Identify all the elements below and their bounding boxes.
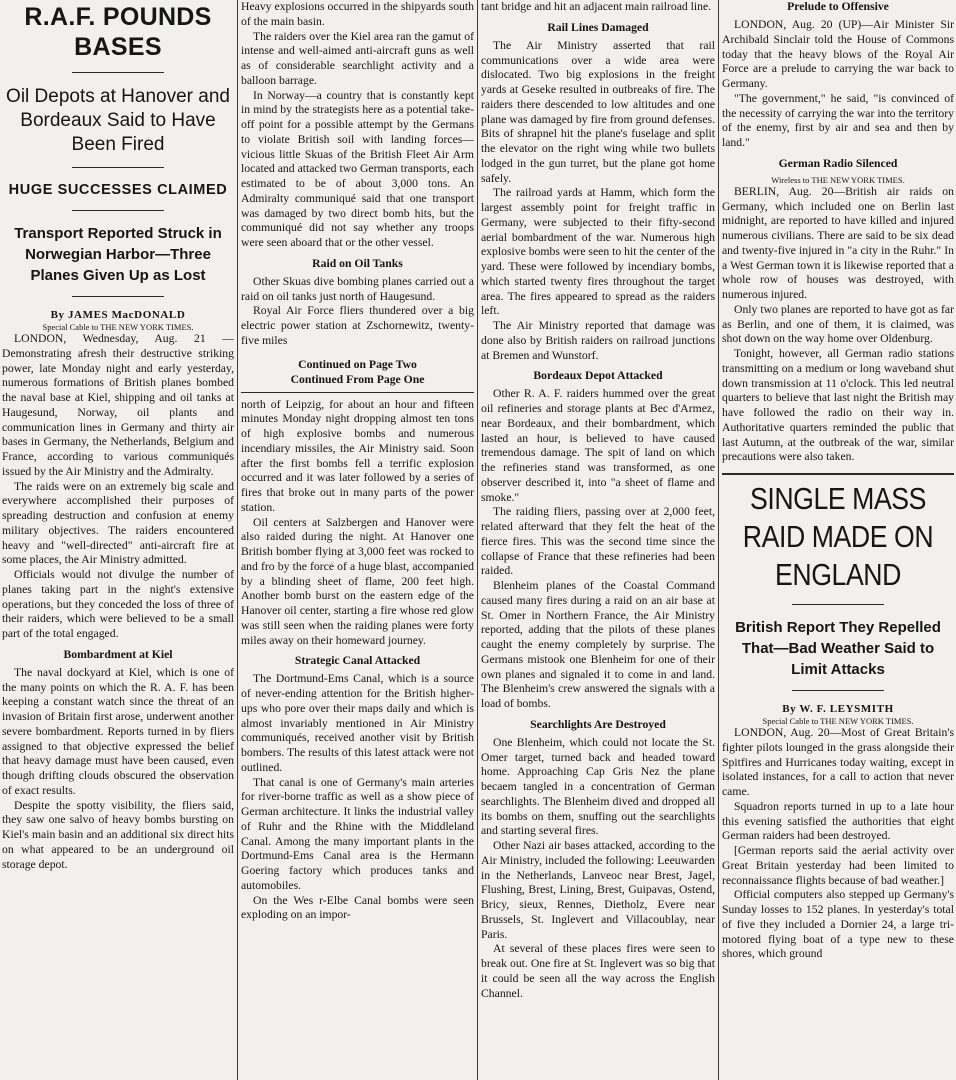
special-cable-credit: Special Cable to THE NEW YORK TIMES. xyxy=(42,322,194,332)
divider xyxy=(241,392,474,393)
continued-from-label: Continued From Page One xyxy=(290,372,425,386)
paragraph: The Air Ministry asserted that rail communications over a wide area were dislocated. Two big explosions in the freight yards at Geseke resulted in outbreaks of fire. The raiders there descended to low altitudes and one plane was damaged by fire from ground defenses. Bits of shrapnel hit the plane's fuselage and split the elevator on the right wing while two bullets lodged in the gun turret, but the plane got home safely. xyxy=(481,38,715,185)
column-rule xyxy=(477,0,478,1080)
paragraph: Only two planes are reported to have got as far as Berlin, and one of them, it is claimed, was shot down on the way home over Oldenburg. xyxy=(722,302,954,346)
byline: By JAMES MacDONALD xyxy=(50,309,186,321)
paragraph: Other Nazi air bases attacked, according to the Air Ministry, included the following: Leeuwarden in the Netherlands, Lanveoc near Brest, Jagel, Flushing, Brest, Lining, Brest, Guipavas, Ostend, Bricy, sieux, Rennes, Dietholz, Evere near Brussels, St. Inglevert and Villacoublay, near Paris. xyxy=(481,839,715,941)
paragraph: Royal Air Force fliers thundered over a big electric power station at Zschornewitz, twenty-five miles xyxy=(241,304,474,347)
paragraph: Officials would not divulge the number of planes taking part in the night's extensive operations, but they conceded the loss of three of their raiders, which were believed to be a small part of the total engaged. xyxy=(2,568,234,640)
subheading: German Radio Silenced xyxy=(778,156,898,170)
column-2 xyxy=(241,0,474,1080)
headline-deck-2: HUGE SUCCESSES CLAIMED xyxy=(8,182,228,198)
paragraph: Despite the spotty visibility, the fliers said, they saw one salvo of heavy bombs bursting on Kiel's main basin and an additional six direct hits on what appeared to be an underground oil storage depot. xyxy=(2,798,234,871)
headline-divider xyxy=(792,604,884,605)
paragraph: LONDON, Wednesday, Aug. 21 —Demonstrating afresh their destructive striking power, late Monday night and early yesterday, numerous formations of British planes bombed the naval base at Kiel, shipping and oil tanks at Haugesund, Norway, oil plants and communication lines in Germany and thirty air bases in Germany, the Netherlands, Belgium and France, according to various communiqués issued by the Air Ministry and the Admiralty. xyxy=(2,332,234,478)
paragraph: The railroad yards at Hamm, which form the largest assembly point for freight traffic in Germany, were subjected to their fifty-second aerial bombardment of the war. Numerous high explosive bombs were seen to hit the center of the yard. These were followed by incendiary bombs, which started twenty fires throughout the target area. The fires appeared to spread as the raiders left. xyxy=(481,186,715,318)
subheading: Bordeaux Depot Attacked xyxy=(533,369,663,383)
paragraph: Squadron reports turned in up to a late hour this evening satisfied the authorities that eight German raiders had been destroyed. xyxy=(722,799,954,843)
paragraph: On the Wes r-Elbe Canal bombs were seen exploding on an impor- xyxy=(241,893,474,922)
subheading: Raid on Oil Tanks xyxy=(312,256,403,270)
second-headline: SINGLE MASS RAID MADE ON ENGLAND xyxy=(742,481,934,592)
main-headline: R.A.F. POUNDS BASES xyxy=(24,3,212,61)
paragraph: Heavy explosions occurred in the shipyards south of the main basin. xyxy=(241,0,474,28)
continued-notice xyxy=(241,357,474,387)
paragraph: The raiding fliers, passing over at 2,000 feet, related afterward that they felt the heat of the fierce fires. This was the second time since the collapse of France that these refineries had been raided. xyxy=(481,505,715,578)
paragraph: At several of these places fires were seen to break out. One fire at St. Inglevert was so big that it could be seen all the way across the English Channel. xyxy=(481,942,715,1000)
column-rule xyxy=(718,0,719,1080)
paragraph: LONDON, Aug. 20—Most of Great Britain's fighter pilots lounged in the grass alongside their Spitfires and Hurricanes today waiting, except in isolated instances, for a call to action that never came. xyxy=(722,726,954,798)
paragraph: Other R. A. F. raiders hummed over the great oil refineries and storage plants at Bec d'Armez, near Bordeaux, and their bombardment, which lasted an hour, is believed to have caused tremendous damage. The spit of land on which the refineries stand was transformed, as one observer described it, into "a sheet of flame and smoke." xyxy=(481,387,715,504)
paragraph: tant bridge and hit an adjacent main railroad line. xyxy=(481,0,712,13)
byline: By W. F. LEYSMITH xyxy=(782,703,894,715)
paragraph: In Norway—a country that is constantly kept in mind by the strategists here as a potential take-off point for a possible attempt by the Germans to violate British soil with landing forces—vicious little Skuas of the British Fleet Air Arm located and attacked two German transports, each estimated to be of about 3,000 tons. An Admiralty communiqué said that one transport was damaged by two direct bomb hits, but the communiqué did not say whether any troops were seen aboard that or the other vessel. xyxy=(241,88,474,249)
special-cable-credit: Special Cable to THE NEW YORK TIMES. xyxy=(762,716,914,726)
paragraph: That canal is one of Germany's main arteries for river-borne traffic as well as a show piece of German architecture. It links the industrial valley of Ruhr and the Rhine with the Middleland Canal. Among the many important plants in the Dortmund-Ems Canal area is the Hermann Goering factory which produces tanks and automobiles. xyxy=(241,775,474,892)
headline-divider xyxy=(792,690,884,691)
paragraph: LONDON, Aug. 20 (UP)—Air Minister Sir Archibald Sinclair told the House of Commons today that the heavy blows of the Royal Air Force are a prelude to carrying the war back to Germany. xyxy=(722,18,954,90)
column-3 xyxy=(481,0,715,1080)
column-4 xyxy=(722,0,954,1080)
headline-deck-1: Oil Depots at Hanover and Bordeaux Said to Have Been Fired xyxy=(6,86,230,155)
headline-divider xyxy=(72,296,164,297)
headline-divider xyxy=(72,72,164,73)
paragraph: north of Leipzig, for about an hour and fifteen minutes Monday night dropping almost ten tons of high explosive bombs and numerous incendiary missiles, the Air Ministry said. Soon after the first bombs fell a terrific explosion occurred and it was later followed by a series of fires that broke out in many parts of the power station. xyxy=(241,397,474,514)
divider xyxy=(722,473,954,475)
column-1 xyxy=(2,0,234,1080)
headline-deck: British Report They Repelled That—Bad Weather Said to Limit Attacks xyxy=(735,619,941,678)
paragraph: Official computers also stepped up Germany's Sunday losses to 152 planes. In yesterday's total of five they included a Dornier 24, a large tri-motored flying boat of a type new to these shores, which ground xyxy=(722,888,954,961)
subheading: Bombardment at Kiel xyxy=(63,647,173,661)
subheading: Rail Lines Damaged xyxy=(547,20,649,34)
subheading: Searchlights Are Destroyed xyxy=(530,717,666,731)
paragraph: The raids were on an extremely big scale and everywhere accomplished their purposes of spreading destruction and confusion at enemy military objectives. The raiders encountered heavy and "well-directed" anti-aircraft fire at some places, the Air Ministry admitted. xyxy=(2,479,234,567)
column-rule xyxy=(237,0,238,1080)
headline-divider xyxy=(72,210,164,211)
paragraph: [German reports said the aerial activity over Great Britain yesterday had been limited to reconnaissance flights because of bad weather.] xyxy=(722,844,954,887)
subheading: Strategic Canal Attacked xyxy=(294,654,421,668)
headline-deck-3: Transport Reported Struck in Norwegian Harbor—Three Planes Given Up as Lost xyxy=(14,225,222,284)
continued-on-label: Continued on Page Two xyxy=(298,357,417,371)
subheading: Prelude to Offensive xyxy=(787,0,889,13)
paragraph: Tonight, however, all German radio stations transmitting on a medium or long waveband shut down transmission at 11 o'clock. This led neutral quarters to believe that last night the British may have followed the radio on their way in. Authoritative quarters reminded the public that last Autumn, at the outbreak of the war, similar precautions were also taken. xyxy=(722,347,954,464)
wireless-credit: Wireless to THE NEW YORK TIMES. xyxy=(771,174,905,185)
paragraph: The Dortmund-Ems Canal, which is a source of never-ending attention for the British higher-ups who pore over their maps daily and which is almost invariably mentioned in Air Ministry communiqués, received another visit by British bombers. The results of this latest attack were not outlined. xyxy=(241,672,474,774)
paragraph: Oil centers at Salzbergen and Hanover were also raided during the night. At Hanover one British bomber flying at 3,000 feet was rocked to and fro by the force of a huge blast, accompanied by a blinding sheet of flame, 200 feet high. Another bomb burst on the eastern edge of the Hanover oil center, starting a fire whose red glow was still seen when the raiding planes were forty miles away on their homeward journey. xyxy=(241,515,474,647)
paragraph: One Blenheim, which could not locate the St. Omer target, turned back and headed toward home. Approaching Cap Gris Nez the plane becaem tangled in a concentration of German searchlights. The Blenheim dived and dropped all its bombs on them, snuffing out the searchlights and starting several fires. xyxy=(481,735,715,838)
paragraph: The Air Ministry reported that damage was done also by British raiders on railroad junctions at Bremen and Wunstorf. xyxy=(481,319,715,362)
paragraph: Blenheim planes of the Coastal Command caused many fires during a raid on an air base at St. Omer in Northern France, the Air Ministry reported, adding that the pilots of these planes caught the enemy completely by surprise. The Germans mistook one Blenheim for one of their own planes and signaled it to come in and land. The Blenheim's crew answered the signals with a load of bombs. xyxy=(481,579,715,710)
paragraph: BERLIN, Aug. 20—British air raids on Germany, which included one on Berlin last midnight, are reported to have killed and injured numerous civilians. There are said to be six dead and twenty-five injured in "a city in the Ruhr." In a West German town it is likewise reported that a whole row of houses was destroyed, with numerous injured. xyxy=(722,184,954,301)
paragraph: The naval dockyard at Kiel, which is one of the many points on which the R. A. F. has been keeping a constant watch since the threat of an invasion of Britain first arose, underwent another severe bombardment. Reports turned in by fliers assigned to that objective expressed the belief that heavy damage must have been caused, even though drifting clouds obscured the observation of exact results. xyxy=(2,665,234,797)
paragraph: The raiders over the Kiel area ran the gamut of intense and well-aimed anti-aircraft guns as well as of considerable searchlight activity and a balloon barrage. xyxy=(241,29,474,87)
paragraph: Other Skuas dive bombing planes carried out a raid on oil tanks just north of Haugesund. xyxy=(241,274,474,303)
paragraph: "The government," he said, "is convinced of the necessity of carrying the war into the territory of the enemy, first by air and sea and then by land." xyxy=(722,91,954,149)
headline-divider xyxy=(72,167,164,168)
